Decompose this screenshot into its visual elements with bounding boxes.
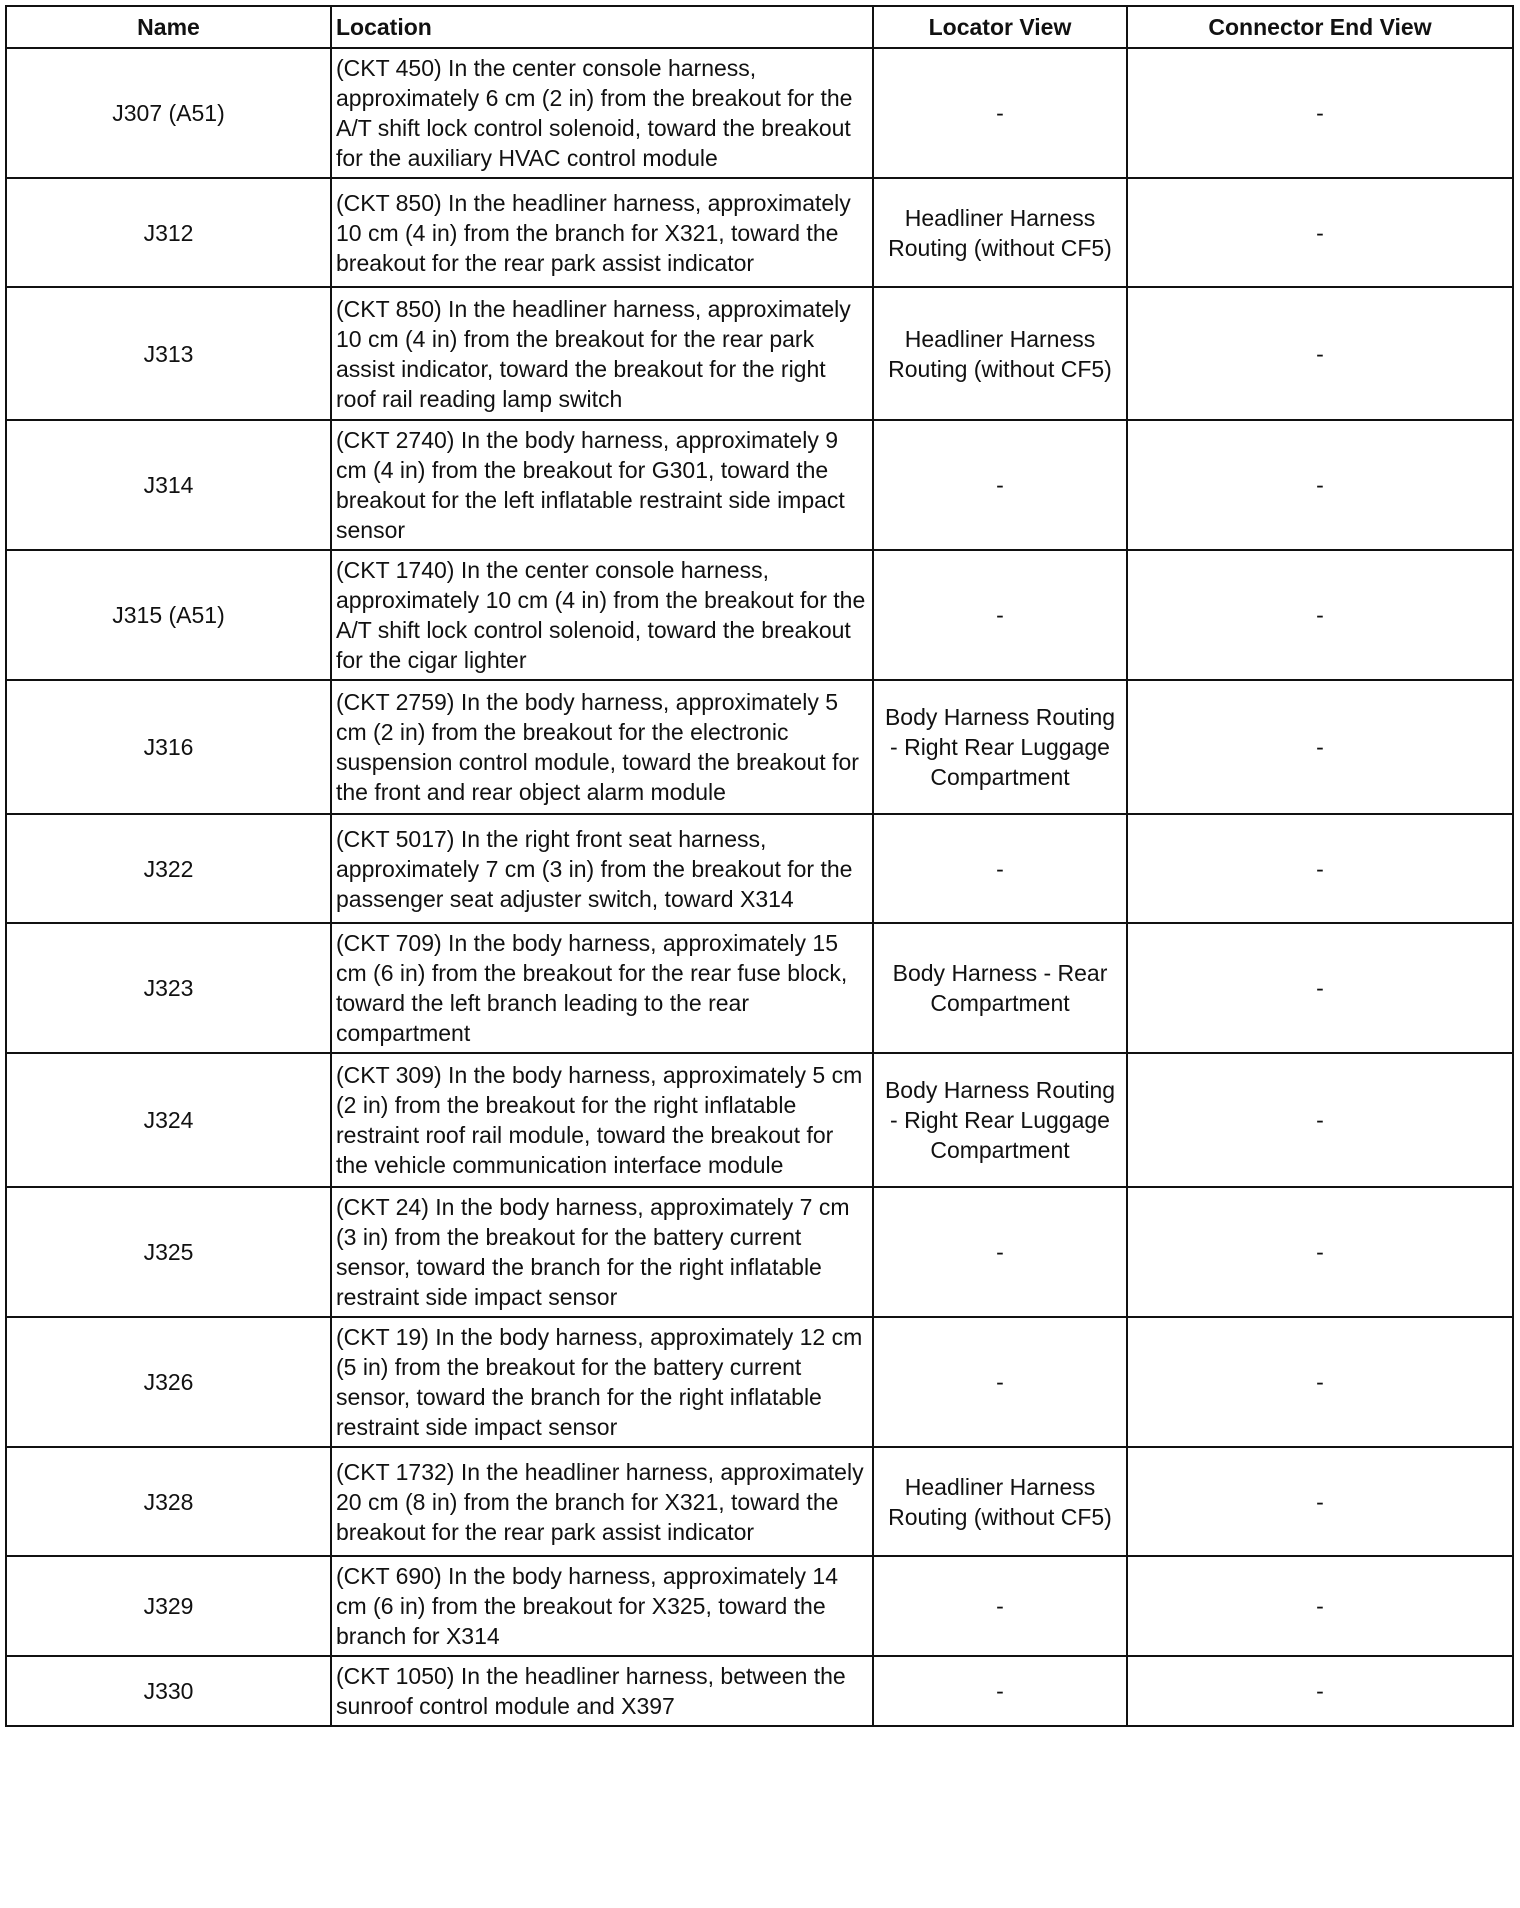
cell-name: J330 [6,1656,331,1726]
cell-connector-end-view: - [1127,680,1513,814]
table-header-row [6,6,1513,48]
cell-connector-end-view: - [1127,550,1513,680]
cell-location: (CKT 1732) In the headliner harness, approximately 20 cm (8 in) from the branch for X321, toward the breakout for the rear park assist indicator [331,1447,873,1556]
cell-connector-end-view: - [1127,1447,1513,1556]
table-row [6,1317,1513,1447]
cell-locator-view: - [873,420,1127,550]
table-row [6,1053,1513,1187]
cell-locator-view: - [873,1187,1127,1317]
cell-location: (CKT 2740) In the body harness, approximately 9 cm (4 in) from the breakout for G301, toward the breakout for the left inflatable restraint side impact sensor [331,420,873,550]
cell-location: (CKT 24) In the body harness, approximately 7 cm (3 in) from the breakout for the battery current sensor, toward the branch for the right inflatable restraint side impact sensor [331,1187,873,1317]
cell-connector-end-view: - [1127,923,1513,1053]
table-row [6,48,1513,178]
cell-name: J322 [6,814,331,923]
table-row [6,420,1513,550]
cell-location: (CKT 1050) In the headliner harness, between the sunroof control module and X397 [331,1656,873,1726]
cell-name: J323 [6,923,331,1053]
table-row [6,1656,1513,1726]
cell-name: J314 [6,420,331,550]
column-header-locator-view: Locator View [873,6,1127,48]
table-row [6,178,1513,287]
cell-name: J312 [6,178,331,287]
table-row [6,814,1513,923]
table-body [6,48,1513,1726]
cell-connector-end-view: - [1127,48,1513,178]
cell-name: J316 [6,680,331,814]
cell-location: (CKT 19) In the body harness, approximately 12 cm (5 in) from the breakout for the battery current sensor, toward the branch for the right inflatable restraint side impact sensor [331,1317,873,1447]
cell-location: (CKT 850) In the headliner harness, approximately 10 cm (4 in) from the breakout for the rear park assist indicator, toward the breakout for the right roof rail reading lamp switch [331,287,873,420]
cell-name: J329 [6,1556,331,1656]
cell-name: J315 (A51) [6,550,331,680]
cell-locator-view: - [873,1317,1127,1447]
table-row [6,287,1513,420]
table-row [6,1447,1513,1556]
cell-locator-view: Headliner Harness Routing (without CF5) [873,287,1127,420]
cell-connector-end-view: - [1127,287,1513,420]
cell-name: J313 [6,287,331,420]
cell-location: (CKT 309) In the body harness, approximately 5 cm (2 in) from the breakout for the right inflatable restraint roof rail module, toward the breakout for the vehicle communication interface module [331,1053,873,1187]
cell-location: (CKT 1740) In the center console harness, approximately 10 cm (4 in) from the breakout for the A/T shift lock control solenoid, toward the breakout for the cigar lighter [331,550,873,680]
column-header-connector-end-view: Connector End View [1127,6,1513,48]
table-row [6,680,1513,814]
cell-location: (CKT 5017) In the right front seat harness, approximately 7 cm (3 in) from the breakout for the passenger seat adjuster switch, toward X314 [331,814,873,923]
cell-locator-view: - [873,814,1127,923]
cell-locator-view: - [873,1556,1127,1656]
cell-location: (CKT 690) In the body harness, approximately 14 cm (6 in) from the breakout for X325, toward the branch for X314 [331,1556,873,1656]
splice-pack-table-container [5,5,1512,1727]
cell-locator-view: - [873,550,1127,680]
column-header-name: Name [6,6,331,48]
cell-connector-end-view: - [1127,420,1513,550]
cell-connector-end-view: - [1127,1317,1513,1447]
cell-connector-end-view: - [1127,1656,1513,1726]
cell-connector-end-view: - [1127,1556,1513,1656]
cell-name: J307 (A51) [6,48,331,178]
cell-location: (CKT 709) In the body harness, approximately 15 cm (6 in) from the breakout for the rear fuse block, toward the left branch leading to the rear compartment [331,923,873,1053]
table-row [6,1187,1513,1317]
cell-locator-view: - [873,48,1127,178]
cell-connector-end-view: - [1127,178,1513,287]
cell-location: (CKT 450) In the center console harness, approximately 6 cm (2 in) from the breakout for the A/T shift lock control solenoid, toward the breakout for the auxiliary HVAC control module [331,48,873,178]
splice-pack-table [5,5,1514,1727]
table-row [6,550,1513,680]
cell-connector-end-view: - [1127,814,1513,923]
cell-name: J324 [6,1053,331,1187]
table-row [6,923,1513,1053]
cell-name: J328 [6,1447,331,1556]
table-row [6,1556,1513,1656]
cell-name: J326 [6,1317,331,1447]
cell-locator-view: Body Harness - Rear Compartment [873,923,1127,1053]
cell-connector-end-view: - [1127,1187,1513,1317]
cell-location: (CKT 2759) In the body harness, approximately 5 cm (2 in) from the breakout for the electronic suspension control module, toward the breakout for the front and rear object alarm module [331,680,873,814]
column-header-location: Location [331,6,873,48]
cell-locator-view: Body Harness Routing - Right Rear Luggage Compartment [873,1053,1127,1187]
cell-locator-view: Headliner Harness Routing (without CF5) [873,1447,1127,1556]
cell-locator-view: Headliner Harness Routing (without CF5) [873,178,1127,287]
cell-connector-end-view: - [1127,1053,1513,1187]
cell-locator-view: - [873,1656,1127,1726]
cell-location: (CKT 850) In the headliner harness, approximately 10 cm (4 in) from the branch for X321, toward the breakout for the rear park assist indicator [331,178,873,287]
cell-locator-view: Body Harness Routing - Right Rear Luggage Compartment [873,680,1127,814]
cell-name: J325 [6,1187,331,1317]
